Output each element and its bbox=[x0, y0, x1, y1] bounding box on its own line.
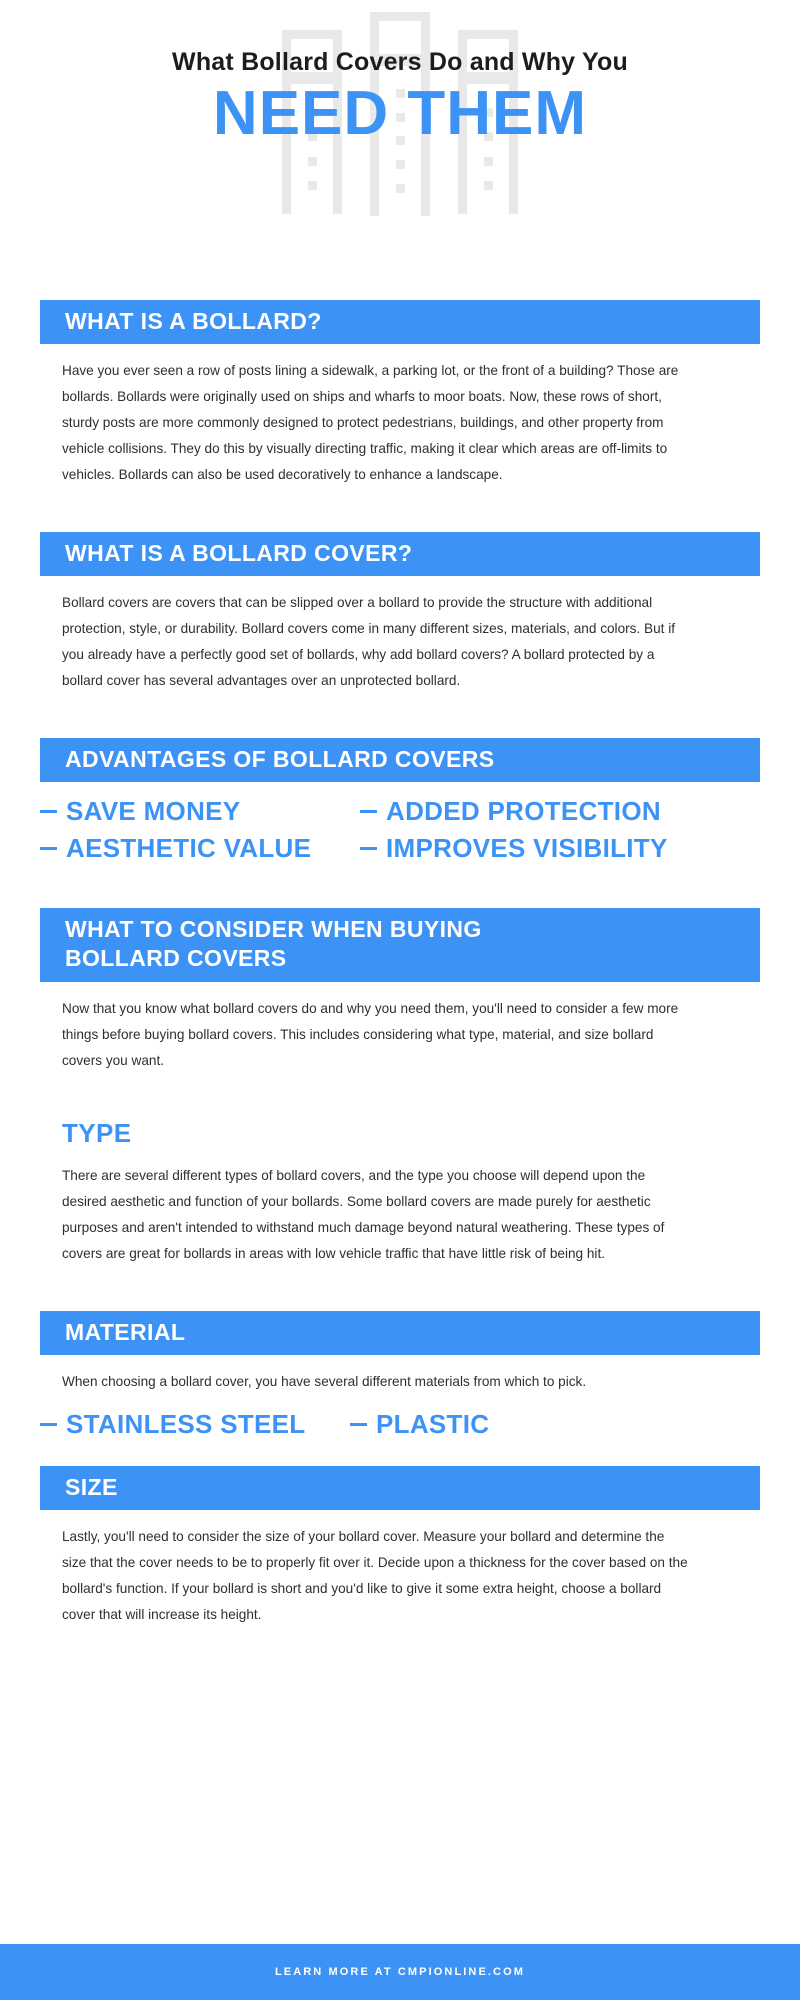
section-heading-what-is-a-bollard-cover: WHAT IS A BOLLARD COVER? bbox=[40, 532, 760, 576]
section-body-material: When choosing a bollard cover, you have several different materials from which to pick. bbox=[62, 1374, 587, 1389]
page-title bbox=[40, 0, 760, 146]
title-primary: What Bollard Covers Do and Why You bbox=[172, 48, 628, 76]
list-item bbox=[360, 796, 760, 827]
title-accent: NEED THEM bbox=[212, 78, 588, 148]
section-heading-advantages: ADVANTAGES OF BOLLARD COVERS bbox=[40, 738, 760, 782]
advantages-bullet-list bbox=[40, 796, 760, 864]
section-body-what-is-a-bollard-cover: Bollard covers are covers that can be slipped over a bollard to provide the structure with additional protection, style, or durability. Bollard covers come in many different sizes, materials, and colors. But if you already have a perfectly good set of bollards, why add bollard covers? A bollard protected by a bollard cover has several advantages over an unprotected bollard. bbox=[62, 594, 675, 689]
list-item bbox=[40, 796, 360, 827]
dash-icon bbox=[40, 810, 57, 813]
section-body-what-to-consider: Now that you know what bollard covers do and why you need them, you'll need to consider a few more things before buying bollard covers. This includes considering what type, material, and size bollard covers you want. bbox=[62, 1000, 679, 1068]
hero-header bbox=[40, 0, 760, 300]
section-body-type: There are several different types of bollard covers, and the type you choose will depend upon the desired aesthetic and function of your bollards. Some bollard covers are made purely for aesthetic purposes and aren't intended to withstand much damage beyond natural weathering. These types of covers are great for bollards in areas with low vehicle traffic that have little risk of being hit. bbox=[62, 1167, 665, 1262]
dash-icon bbox=[40, 1423, 57, 1426]
list-item-label: SAVE MONEY bbox=[66, 796, 241, 827]
list-item-label: ADDED PROTECTION bbox=[386, 796, 661, 827]
section-heading-what-is-a-bollard: WHAT IS A BOLLARD? bbox=[40, 300, 760, 344]
material-bullet-list bbox=[40, 1409, 760, 1440]
list-item bbox=[40, 833, 360, 864]
section-heading-what-to-consider bbox=[40, 908, 760, 982]
dash-icon bbox=[360, 847, 377, 850]
list-item bbox=[40, 1409, 350, 1440]
heading-line-1: WHAT TO CONSIDER WHEN BUYING bbox=[65, 916, 482, 943]
list-item-label: PLASTIC bbox=[376, 1409, 490, 1440]
dash-icon bbox=[360, 810, 377, 813]
section-body-size: Lastly, you'll need to consider the size of your bollard cover. Measure your bollard and determine the size that the cover needs to be to properly fit over it. Decide upon a thickness for the cover based on the bollard's function. If your bollard is short and you'd like to give it some extra height, choose a bollard cover that will increase its height. bbox=[62, 1528, 688, 1623]
heading-line-2: BOLLARD COVERS bbox=[65, 944, 287, 971]
footer-bar bbox=[0, 1944, 800, 2000]
dash-icon bbox=[350, 1423, 367, 1426]
list-item-label: IMPROVES VISIBILITY bbox=[386, 833, 668, 864]
section-heading-material: MATERIAL bbox=[40, 1311, 760, 1355]
subheading-type: TYPE bbox=[62, 1117, 132, 1148]
dash-icon bbox=[40, 847, 57, 850]
list-item-label: STAINLESS STEEL bbox=[66, 1409, 306, 1440]
section-body-what-is-a-bollard: Have you ever seen a row of posts lining a sidewalk, a parking lot, or the front of a building? Those are bollards. Bollards were originally used on ships and wharfs to moor boats. Now, these rows of short, sturdy posts are more commonly designed to protect pedestrians, buildings, and other property from vehicle collisions. They do this by visually directing traffic, making it clear which areas are off-limits to vehicles. Bollards can also be used decoratively to enhance a landscape. bbox=[62, 362, 679, 483]
list-item bbox=[360, 833, 760, 864]
list-item-label: AESTHETIC VALUE bbox=[66, 833, 312, 864]
list-item bbox=[350, 1409, 760, 1440]
footer-label[interactable]: LEARN MORE AT CMPIONLINE.COM bbox=[274, 1966, 526, 1978]
section-heading-size: SIZE bbox=[40, 1466, 760, 1510]
